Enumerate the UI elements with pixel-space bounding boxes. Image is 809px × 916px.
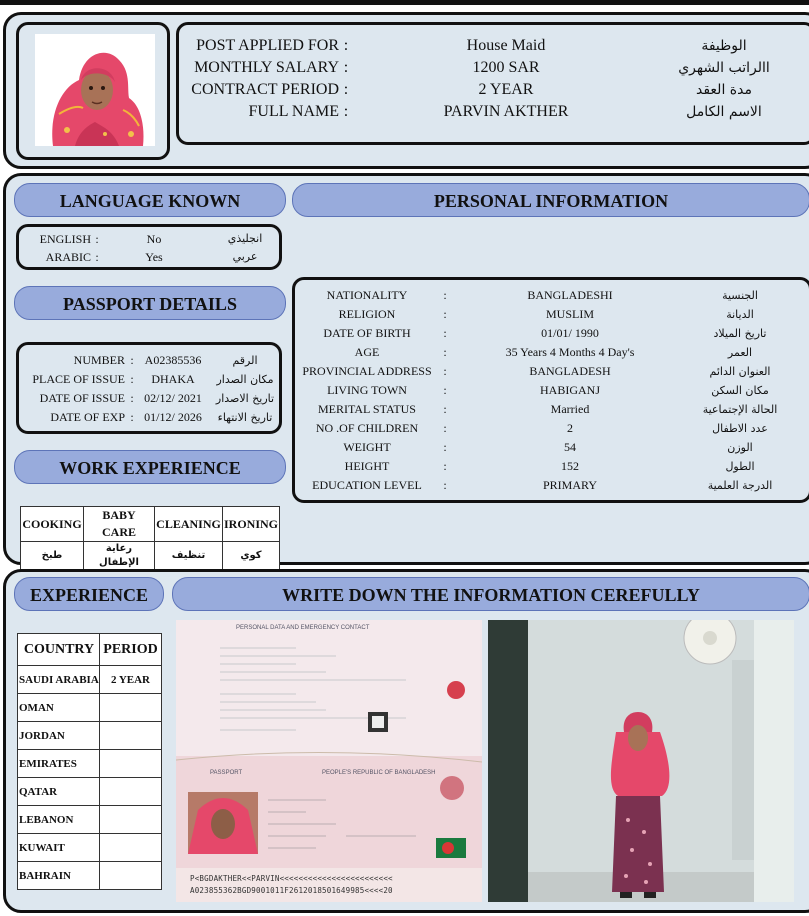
- age-value: 35 Years 4 Months 4 Day's: [505, 345, 635, 359]
- full-name-row: FULL NAME : PARVIN AKTHER الاسم الكامل: [179, 101, 809, 123]
- monthly-salary-value: 1200 SAR: [472, 59, 540, 76]
- passport-number-value: A02385536: [144, 353, 202, 367]
- details-panel: [3, 173, 809, 568]
- experience-panel: [3, 569, 809, 913]
- skill-header-arabic: كوي: [223, 542, 280, 571]
- post-applied-row: POST APPLIED FOR : House Maid الوظيفة: [179, 35, 809, 57]
- date-of-exp-value: 01/12/ 2026: [144, 410, 202, 424]
- children-value: 2: [567, 421, 573, 435]
- top-rule: [0, 0, 809, 5]
- personal-row: PROVINCIAL ADDRESS : BANGLADESH العنوان الدائم: [295, 362, 809, 381]
- weight-value: 54: [564, 440, 576, 454]
- personal-row: DATE OF BIRTH : 01/01/ 1990 تاريخ الميلاد: [295, 324, 809, 343]
- period-value: 2 YEAR: [100, 666, 162, 694]
- skill-header: CLEANING: [155, 507, 223, 542]
- work-experience-heading: WORK EXPERIENCE: [14, 450, 286, 484]
- personal-row: WEIGHT : 54 الوزن: [295, 438, 809, 457]
- table-row: EMIRATES: [18, 750, 162, 778]
- table-row: BAHRAIN: [18, 862, 162, 890]
- country-experience-table: [17, 633, 162, 890]
- personal-information-box: [292, 277, 809, 503]
- living-town-value: HABIGANJ: [540, 383, 600, 397]
- skill-header: IRONING: [223, 507, 280, 542]
- skill-header: COOKING: [21, 507, 84, 542]
- skill-header: BABY CARE: [84, 507, 155, 542]
- marital-status-value: Married: [550, 402, 590, 416]
- passport-country-line: PEOPLE'S REPUBLIC OF BANGLADESH: [322, 770, 436, 776]
- contract-period-value: 2 YEAR: [478, 81, 534, 98]
- monthly-salary-row: MONTHLY SALARY : 1200 SAR االراتب الشهري: [179, 57, 809, 79]
- full-name-value: PARVIN AKTHER: [443, 103, 569, 120]
- provincial-address-value: BANGLADESH: [529, 364, 611, 378]
- language-row: ENGLISH : No انجليذي: [39, 232, 263, 246]
- personal-row: HEIGHT : 152 الطول: [295, 457, 809, 476]
- passport-scan-image: [176, 620, 482, 902]
- religion-value: MUSLIM: [545, 307, 594, 321]
- passport-details-heading: PASSPORT DETAILS: [14, 286, 286, 320]
- height-value: 152: [561, 459, 579, 473]
- language-row: ARABIC : Yes عربي: [45, 250, 258, 264]
- full-body-photo: [488, 620, 794, 902]
- table-row: SAUDI ARABIA 2 YEAR: [18, 666, 162, 694]
- personal-row: NATIONALITY : BANGLADESHI الجنسية: [295, 286, 809, 305]
- place-of-issue-value: DHAKA: [151, 372, 195, 386]
- period-header: PERIOD: [100, 634, 162, 666]
- personal-information-heading: PERSONAL INFORMATION: [292, 183, 809, 217]
- personal-row: AGE : 35 Years 4 Months 4 Day's العمر: [295, 343, 809, 362]
- passport-row: DATE OF ISSUE : 02/12/ 2021 تاريخ الاصدار: [19, 389, 279, 408]
- mrz-line-1: P<BGDAKTHER<<PARVIN<<<<<<<<<<<<<<<<<<<<<<<<: [190, 874, 393, 883]
- skill-header-arabic: تنظيف: [155, 542, 223, 571]
- write-down-heading: WRITE DOWN THE INFORMATION CEREFULLY: [172, 577, 809, 611]
- skill-header-arabic: رعاية الإطفال: [84, 542, 155, 571]
- passport-box: [16, 342, 282, 434]
- personal-row: NO .OF CHILDREN : 2 عدد الاطفال: [295, 419, 809, 438]
- candidate-photo: [35, 34, 155, 146]
- table-row: LEBANON: [18, 806, 162, 834]
- passport-label: PASSPORT: [210, 770, 243, 776]
- education-level-value: PRIMARY: [542, 478, 598, 492]
- language-box: [16, 224, 282, 270]
- table-row: QATAR: [18, 778, 162, 806]
- mrz-line-2: A023855362BGD9001011F2612018501649985<<<<20: [190, 886, 393, 895]
- personal-row: MERITAL STATUS : Married الحالة الإجتماعية: [295, 400, 809, 419]
- english-value: No: [146, 232, 162, 246]
- date-of-issue-value: 02/12/ 2021: [144, 391, 202, 405]
- job-summary-box: [176, 22, 809, 145]
- passport-row: PLACE OF ISSUE : DHAKA مكان الصدار: [19, 370, 279, 389]
- table-row: JORDAN: [18, 722, 162, 750]
- passport-row: DATE OF EXP : 01/12/ 2026 تاريخ الانتهاء: [19, 408, 279, 427]
- arabic-value: Yes: [145, 250, 163, 264]
- personal-row: LIVING TOWN : HABIGANJ مكان السكن: [295, 381, 809, 400]
- post-applied-value: House Maid: [466, 37, 546, 54]
- nationality-value: BANGLADESHI: [527, 288, 613, 302]
- experience-heading: EXPERIENCE: [14, 577, 164, 611]
- table-row: OMAN: [18, 694, 162, 722]
- language-known-heading: LANGUAGE KNOWN: [14, 183, 286, 217]
- date-of-birth-value: 01/01/ 1990: [541, 326, 599, 340]
- country-header: COUNTRY: [18, 634, 100, 666]
- personal-row: EDUCATION LEVEL : PRIMARY الدرجة العلمية: [295, 476, 809, 495]
- candidate-photo-frame: [16, 22, 170, 160]
- header-panel: [3, 12, 809, 169]
- contract-period-row: CONTRACT PERIOD : 2 YEAR مدة العقد: [179, 79, 809, 101]
- skill-header-arabic: طبخ: [21, 542, 84, 571]
- passport-row: NUMBER : A02385536 الرقم: [19, 351, 279, 370]
- passport-page-title: PERSONAL DATA AND EMERGENCY CONTACT: [236, 625, 370, 631]
- table-row: KUWAIT: [18, 834, 162, 862]
- personal-row: RELIGION : MUSLIM الديانة: [295, 305, 809, 324]
